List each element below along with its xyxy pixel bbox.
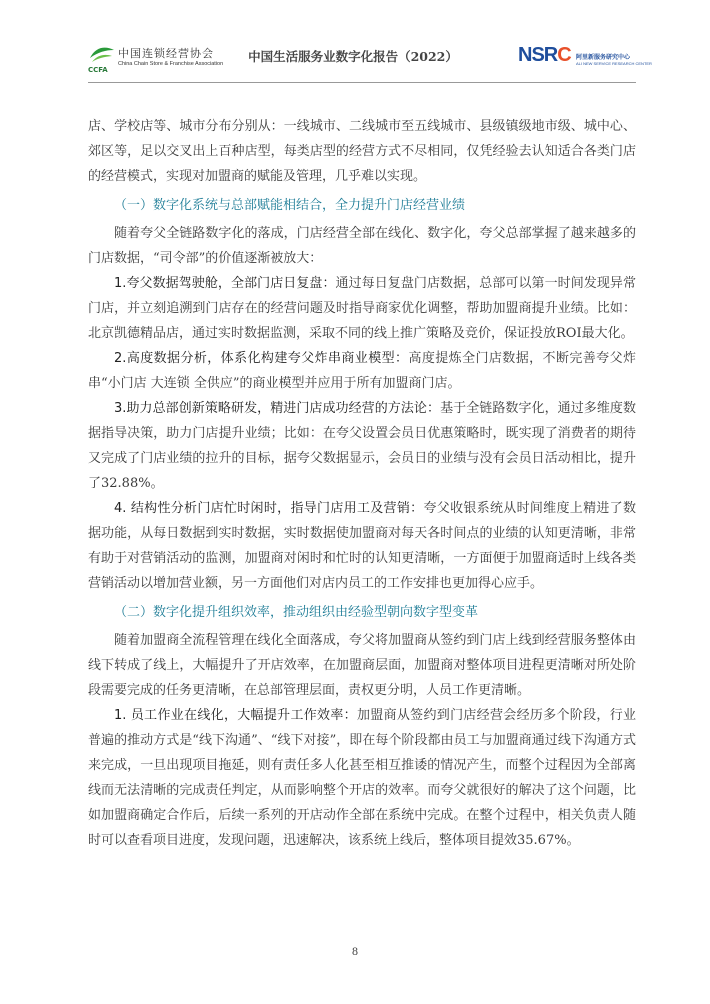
- item-text: 高度提炼全门店数据，不断完善夸父炸串“小门店 大连锁 全供应”的商业模型并应用于所有加盟商门店。: [88, 351, 636, 391]
- paragraph: [88, 396, 636, 496]
- page-header: [88, 42, 652, 82]
- paragraph: 随着加盟商全流程管理在线化全面落成，夸父将加盟商从签约到门店上线到经营服务整体由线下转成了线上，大幅提升了开店效率，在加盟商层面，加盟商对整体项目进程更清晰对所处阶段需要完成的任务更清晰，在总部管理层面，责权更分明，人员工作更清晰。: [88, 633, 636, 698]
- item-lead: 2.高度数据分析，体系化构建夸父炸串商业模型：: [114, 351, 409, 366]
- item-text: 加盟商从签约到门店经营会经历多个阶段，行业普遍的推动方式是“线下沟通”、“线下对接”，即在每个阶段都由员工与加盟商通过线下沟通方式来完成，一旦出现项目拖延，则有责任多人化甚至相互推诿的情况产生，而整个过程因为全部离线而无法清晰的完成责任判定，从而影响整个开店的效率。而夸父就很好的解决了这个问题，比如加盟商确定合作后，后续一系列的开店动作全部在系统中完成。在整个过程中，相关负责人随时可以查看项目进度，发现问题，迅速解决，该系统上线后，整体项目提效35.67%。: [88, 708, 636, 848]
- header-divider: [88, 82, 636, 83]
- page-number: 8: [352, 944, 358, 958]
- item-lead: 3.助力总部创新策略研发，精进门店成功经营的方法论：: [114, 401, 441, 416]
- ccfa-logo: [88, 42, 258, 78]
- paragraph: [88, 703, 636, 853]
- nsrc-logo: [518, 42, 652, 78]
- org-name: 中国连锁经营协会: [118, 47, 214, 60]
- nsrc-logo-text: NSRC: [518, 44, 571, 66]
- item-text: 基于全链路数字化，通过多维度数据指导决策，助力门店提升业绩；比如：在夸父设置会员日优惠策略时，既实现了消费者的期待又完成了门店业绩的拉升的目标，据夸父数据显示，会员日的业绩与没有会员日活动相比，提升了32.88%。: [88, 401, 636, 491]
- item-text: 夸父收银系统从时间维度上精进了数据功能，从每日数据到实时数据，实时数据使加盟商对每天各时间点的业绩的认知更清晰，非常有助于对营销活动的监测，加盟商对闲时和忙时的认知更清晰，一方面便于加盟商适时上线各类营销活动以增加营业额，另一方面他们对店内员工的工作安排也更加得心应手。: [88, 501, 636, 591]
- paragraph: [88, 346, 636, 396]
- section-heading: （二）数字化提升组织效率，推动组织由经验型朝向数字型变革: [114, 605, 479, 620]
- paragraph: [88, 496, 636, 596]
- item-lead: 1. 员工作业在线化，大幅提升工作效率：: [114, 708, 357, 723]
- paragraph: 随着夸父全链路数字化的落成，门店经营全部在线化、数字化，夸父总部掌握了越来越多的门店数据，“司令部”的价值逐渐被放大：: [88, 226, 636, 266]
- nsrc-en-name: ALI NEW SERVICE RESEARCH CENTER: [576, 61, 652, 66]
- paragraph: [88, 271, 636, 346]
- org-abbr: CCFA: [88, 66, 108, 74]
- org-english-name: China Chain Store & Franchise Association: [118, 61, 224, 67]
- report-title: 中国生活服务业数字化报告（2022）: [248, 49, 458, 64]
- section-heading: （一）数字化系统与总部赋能相结合，全力提升门店经营业绩: [114, 198, 466, 213]
- item-text: 通过每日复盘门店数据，总部可以第一时间发现异常门店，并立刻追溯到门店存在的经营问题及时指导商家优化调整，帮助加盟商提升业绩。比如：北京凯德精品店，通过实时数据监测，采取不同的线上推广策略及竞价，保证投放ROI最大化。: [88, 276, 636, 341]
- item-lead: 1.夸父数据驾驶舱，全部门店日复盘：: [114, 276, 336, 291]
- nsrc-cn-name: 阿里新服务研究中心: [576, 54, 631, 61]
- ccfa-leaf-icon: [88, 44, 116, 66]
- report-body: [88, 114, 636, 853]
- item-lead: 4. 结构性分析门店忙时闲时，指导门店用工及营销：: [114, 501, 424, 516]
- paragraph: 店、学校店等、城市分布分别从：一线城市、二线城市至五线城市、县级镇级地市级、城中心、郊区等，足以交叉出上百种店型，每类店型的经营方式不尽相同，仅凭经验去认知适合各类门店的经营模式，实现对加盟商的赋能及管理，几乎难以实现。: [88, 119, 636, 184]
